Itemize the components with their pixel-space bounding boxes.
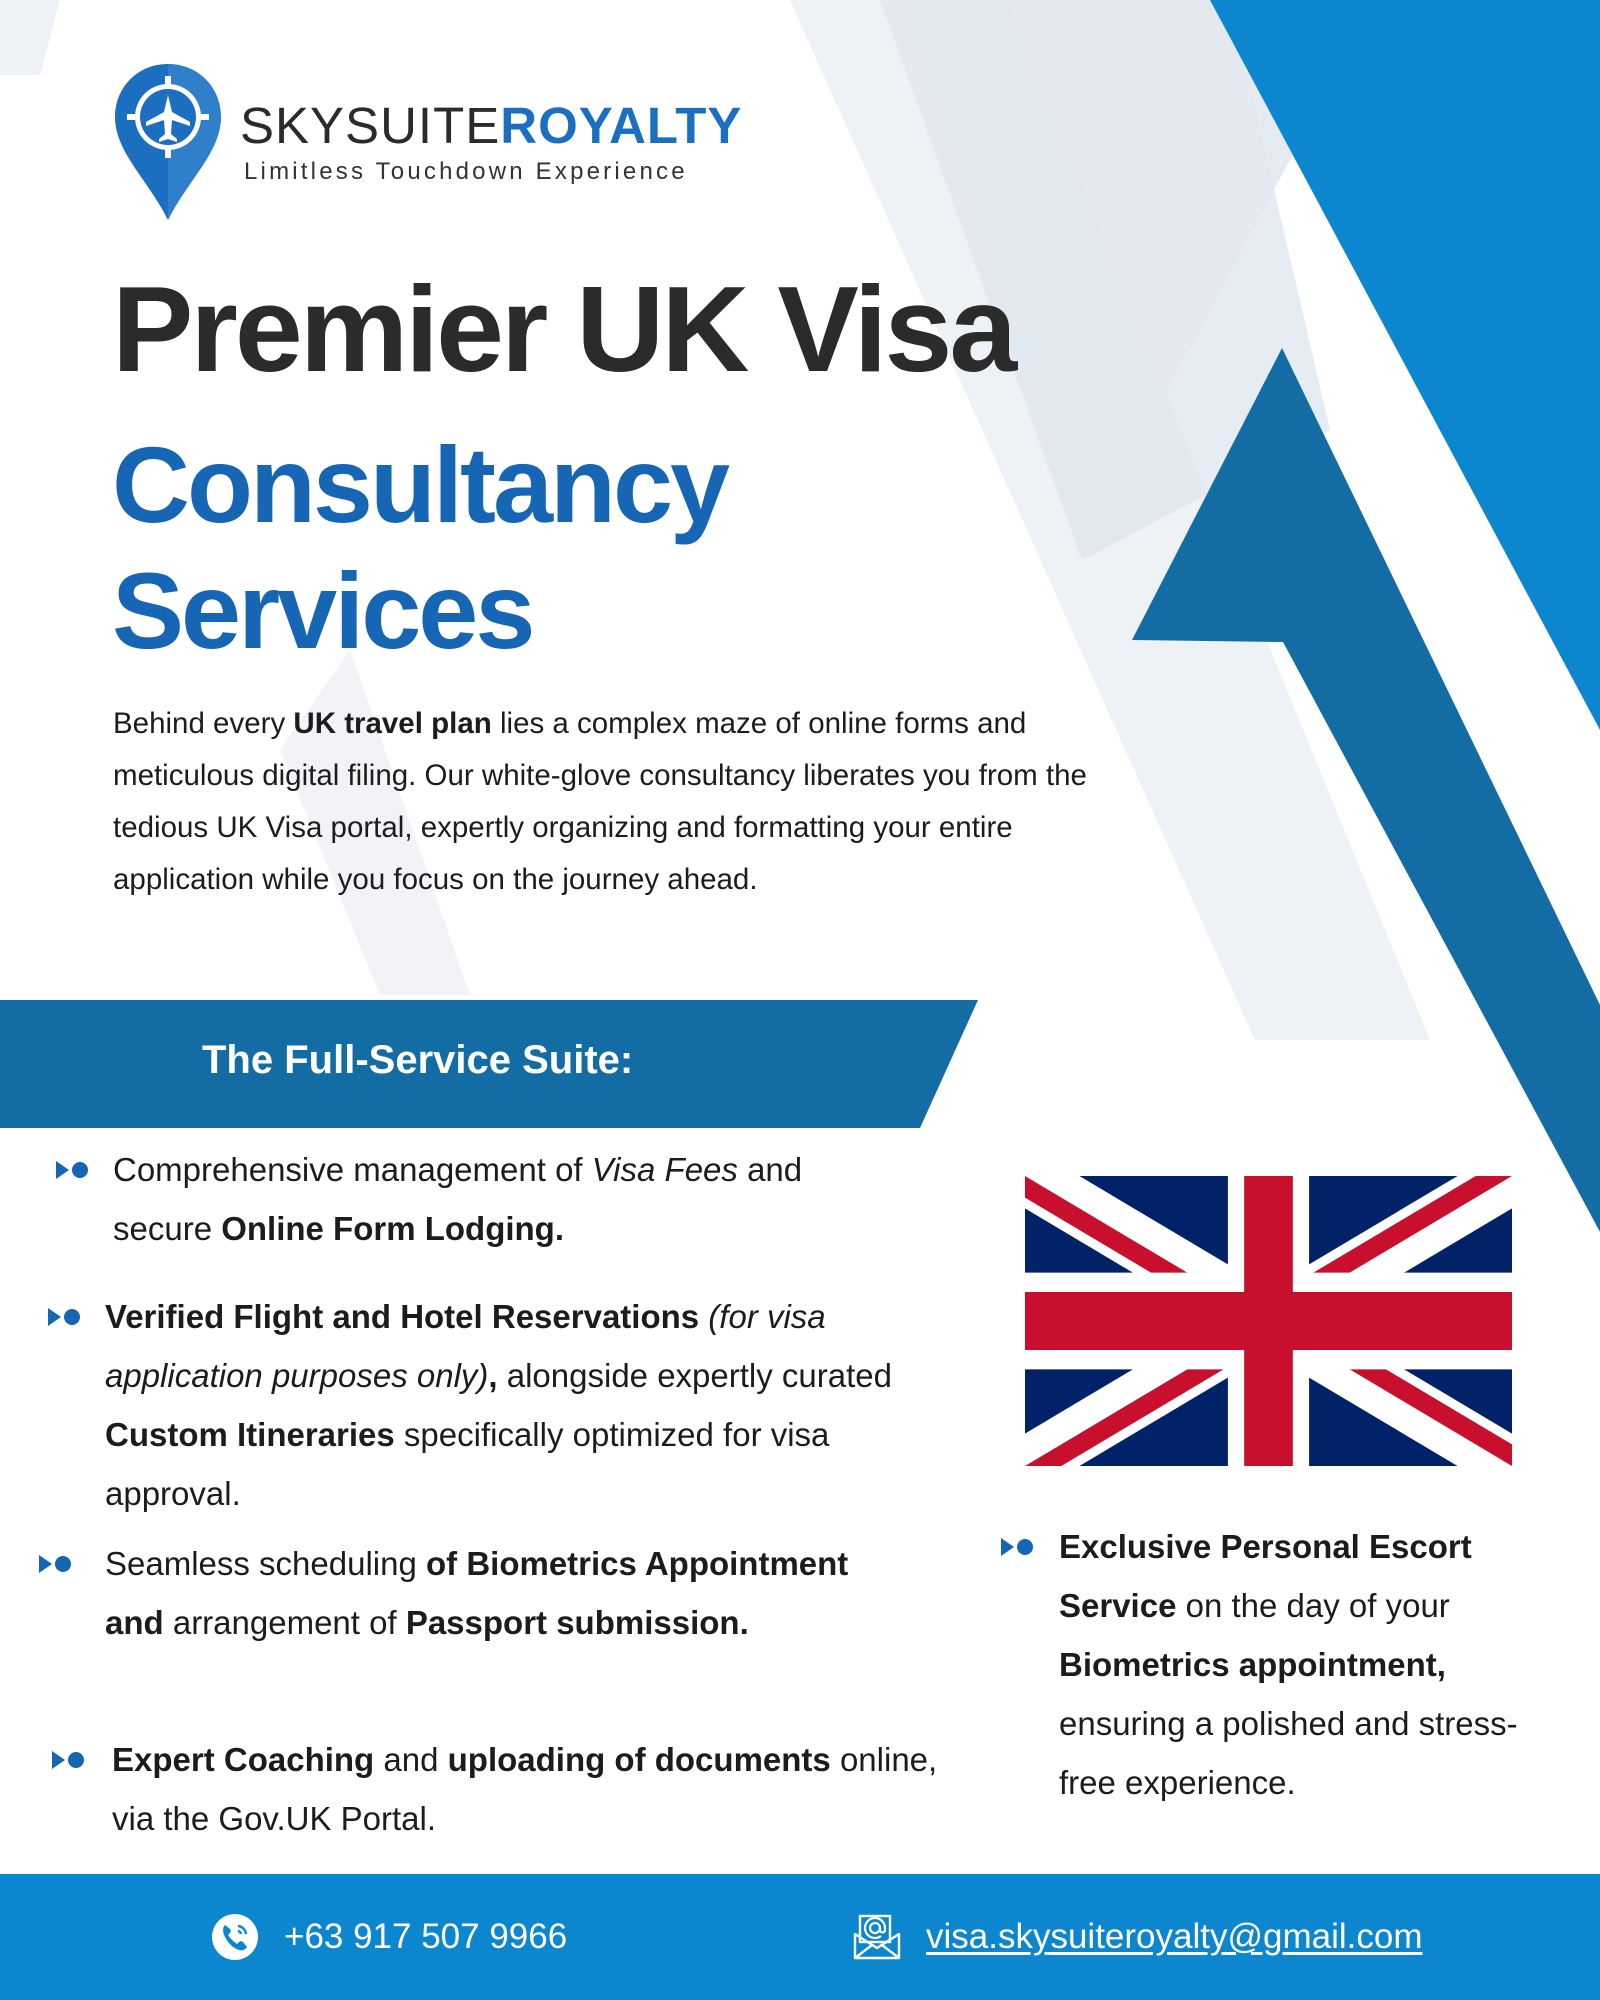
service-item-visa-fees: Comprehensive management of Visa Fees and secure Online Form Lodging.	[113, 1140, 893, 1258]
bullet-icon	[1001, 1536, 1035, 1558]
bullet-icon	[39, 1553, 73, 1575]
headline-blue	[112, 422, 727, 675]
bullet-icon	[52, 1749, 86, 1771]
intro-paragraph: Behind every UK travel plan lies a complex maze of online forms and meticulous digital filing. Our white-glove consultancy liberates you from the tedious UK Visa portal, expertly organizing and formatting your entire application while you focus on the journey ahead.	[113, 707, 1087, 896]
contact-phone[interactable]	[210, 1874, 567, 2000]
phone-number: +63 917 507 9966	[284, 1917, 568, 1956]
email-icon	[852, 1912, 902, 1962]
map-pin-airplane-icon	[112, 62, 224, 222]
bullet-icon	[48, 1306, 82, 1328]
bg-shape-corner	[0, 0, 60, 75]
service-item-reservations: Verified Flight and Hotel Reservations (for visa application purposes only), alongside expertly curated Custom Itineraries specifically optimized for visa approval.	[105, 1287, 945, 1523]
uk-flag	[1025, 1176, 1512, 1466]
contact-footer	[0, 1874, 1600, 2000]
phone-icon	[210, 1912, 260, 1962]
service-item-biometrics: Seamless scheduling of Biometrics Appointment and arrangement of Passport submission.	[105, 1534, 905, 1652]
email-address[interactable]: visa.skysuiteroyalty@gmail.com	[926, 1917, 1423, 1956]
brand-tagline: Limitless Touchdown Experience	[244, 158, 688, 185]
contact-email[interactable]	[852, 1874, 1423, 2000]
headline-line-2: Consultancy	[112, 424, 728, 545]
service-item-escort: Exclusive Personal Escort Service on the day of your Biometrics appointment, ensuring a polished and stress-free experience.	[1059, 1517, 1539, 1812]
brand-name: SKYSUITEROYALTY	[240, 97, 743, 154]
service-suite-banner	[0, 1000, 980, 1128]
bullet-icon	[56, 1159, 90, 1181]
company-logo	[112, 62, 772, 222]
banner-title: The Full-Service Suite:	[202, 1038, 634, 1082]
service-item-coaching: Expert Coaching and uploading of documents online, via the Gov.UK Portal.	[112, 1730, 962, 1848]
headline-line-1: Premier UK Visa	[112, 261, 1015, 397]
headline-line-3: Services	[112, 550, 533, 672]
